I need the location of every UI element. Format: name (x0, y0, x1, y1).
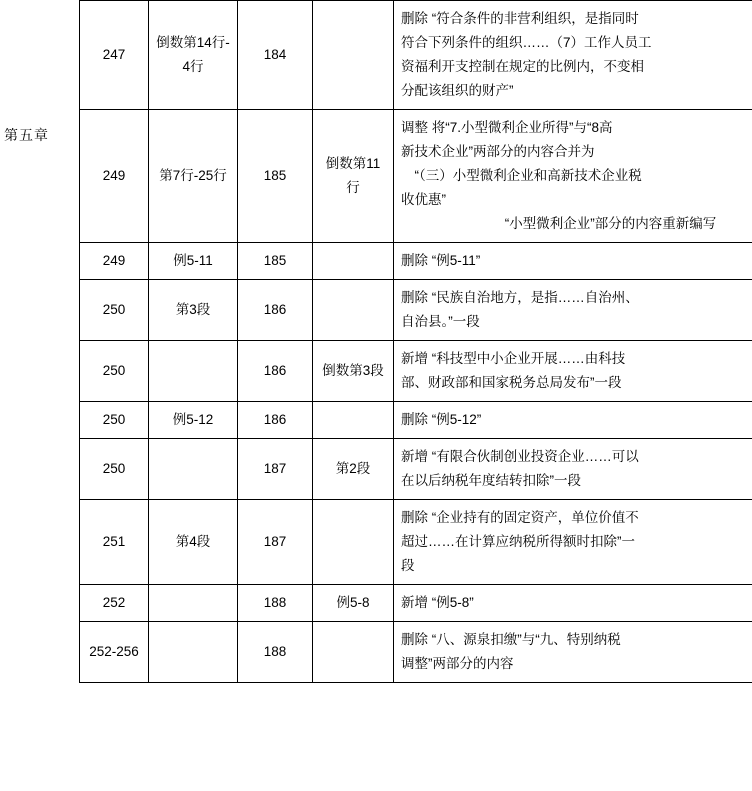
cell-new-location: 第7行-25行 (149, 110, 238, 243)
desc-line: 删除 “例5-11” (401, 253, 481, 268)
cell-new-page: 250 (80, 402, 149, 439)
cell-change-description (394, 1, 752, 110)
table-row (80, 585, 752, 622)
desc-line: “小型微利企业”部分的内容重新编写 (504, 216, 717, 231)
desc-line: 删除 “八、源泉扣缴”与“九、特别纳税 (401, 632, 621, 647)
cell-new-page: 247 (80, 1, 149, 110)
cell-new-page: 249 (80, 110, 149, 243)
cell-old-page: 186 (238, 402, 313, 439)
cell-change-description (394, 402, 752, 439)
table-row (80, 1, 752, 110)
desc-line: 新技术企业”两部分的内容合并为 (401, 144, 595, 159)
cell-new-location (149, 585, 238, 622)
table-row (80, 280, 752, 341)
cell-old-page: 185 (238, 243, 313, 280)
desc-line: 段 (401, 558, 415, 573)
cell-old-page: 184 (238, 1, 313, 110)
desc-line: 在以后纳税年度结转扣除”一段 (401, 473, 581, 488)
cell-new-page: 249 (80, 243, 149, 280)
cell-old-location (313, 622, 394, 683)
desc-line: 调整 将“7.小型微利企业所得”与“8高 (401, 120, 613, 135)
desc-line: 自治县。”一段 (401, 314, 480, 329)
desc-line: 调整”两部分的内容 (401, 656, 514, 671)
table-row (80, 110, 752, 243)
cell-old-location (313, 1, 394, 110)
cell-new-location: 第4段 (149, 500, 238, 585)
cell-change-description (394, 439, 752, 500)
cell-change-description (394, 585, 752, 622)
cell-old-page: 185 (238, 110, 313, 243)
cell-old-location (313, 500, 394, 585)
cell-old-location (313, 243, 394, 280)
cell-change-description (394, 243, 752, 280)
cell-new-location: 第3段 (149, 280, 238, 341)
cell-old-location (313, 402, 394, 439)
revision-comparison-table (79, 0, 752, 683)
cell-new-page: 252 (80, 585, 149, 622)
cell-new-page: 250 (80, 439, 149, 500)
cell-new-location: 例5-11 (149, 243, 238, 280)
cell-change-description (394, 500, 752, 585)
cell-change-description (394, 110, 752, 243)
table-row (80, 402, 752, 439)
desc-line: 删除 “民族自治地方，是指……自治州、 (401, 290, 639, 305)
cell-new-location (149, 341, 238, 402)
cell-change-description (394, 622, 752, 683)
table-row (80, 439, 752, 500)
cell-old-page: 188 (238, 585, 313, 622)
cell-old-location: 倒数第11行 (313, 110, 394, 243)
cell-new-page: 250 (80, 341, 149, 402)
desc-line: 分配该组织的财产” (401, 83, 514, 98)
cell-old-page: 186 (238, 341, 313, 402)
table-body (80, 1, 752, 683)
desc-line: “（三）小型微利企业和高新技术企业税 (414, 168, 642, 183)
table-row (80, 341, 752, 402)
cell-old-location (313, 280, 394, 341)
desc-line: 删除 “符合条件的非营利组织，是指同时 (401, 11, 639, 26)
chapter-label: 第五章 (4, 127, 49, 143)
desc-line: 超过……在计算应纳税所得额时扣除”一 (401, 534, 635, 549)
cell-old-location: 倒数第3段 (313, 341, 394, 402)
table-row (80, 622, 752, 683)
cell-change-description (394, 280, 752, 341)
desc-line: 部、财政部和国家税务总局发布”一段 (401, 375, 622, 390)
desc-line: 删除 “企业持有的固定资产，单位价值不 (401, 510, 639, 525)
cell-old-page: 186 (238, 280, 313, 341)
cell-old-page: 188 (238, 622, 313, 683)
desc-line: 删除 “例5-12” (401, 412, 482, 427)
cell-old-page: 187 (238, 439, 313, 500)
cell-new-page: 252-256 (80, 622, 149, 683)
desc-line: 符合下列条件的组织……（7）工作人员工 (401, 35, 652, 50)
cell-new-page: 250 (80, 280, 149, 341)
cell-change-description (394, 341, 752, 402)
desc-line: 新增 “例5-8” (401, 595, 474, 610)
desc-line: 新增 “科技型中小企业开展……由科技 (401, 351, 626, 366)
cell-new-location: 例5-12 (149, 402, 238, 439)
cell-new-location: 倒数第14行-4行 (149, 1, 238, 110)
cell-new-page: 251 (80, 500, 149, 585)
cell-old-page: 187 (238, 500, 313, 585)
desc-line: 新增 “有限合伙制创业投资企业……可以 (401, 449, 639, 464)
cell-old-location: 例5-8 (313, 585, 394, 622)
table-row (80, 243, 752, 280)
desc-line: 资福利开支控制在规定的比例内，不变相 (401, 59, 644, 74)
desc-line: 收优惠” (401, 192, 446, 207)
cell-old-location: 第2段 (313, 439, 394, 500)
cell-new-location (149, 439, 238, 500)
table-row (80, 500, 752, 585)
cell-new-location (149, 622, 238, 683)
